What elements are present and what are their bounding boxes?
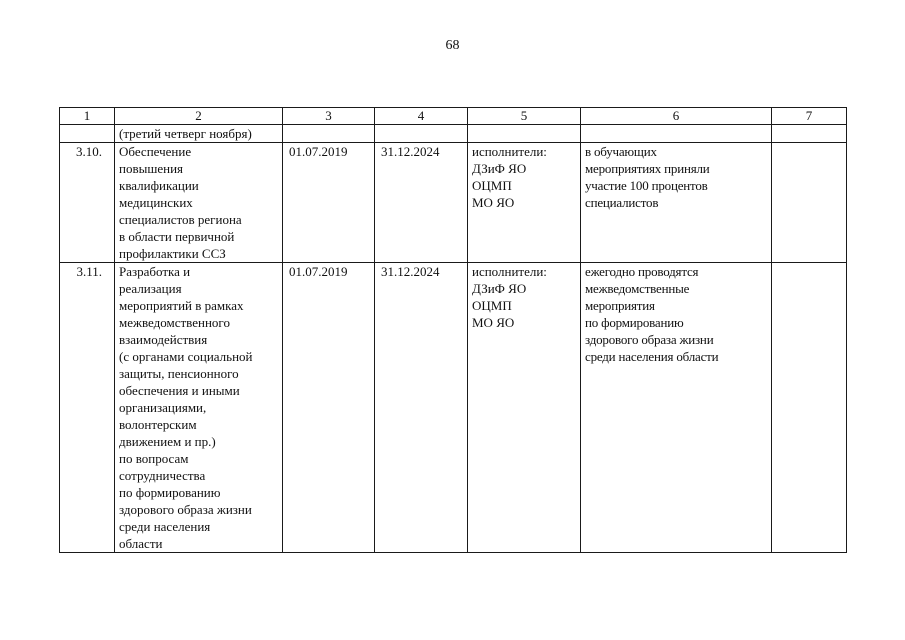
cell-line: по формированию (585, 315, 684, 330)
cell-line: мероприятиях приняли (585, 161, 710, 176)
page-number: 68 (445, 38, 460, 53)
cell-line: межведомственные (585, 281, 690, 296)
cell-line: мероприятия (585, 298, 655, 313)
cell-line: Обеспечение (119, 144, 192, 159)
cell-end-date: 31.12.2024 (375, 143, 468, 263)
cell-col7 (772, 143, 847, 263)
table-header-row (60, 108, 847, 125)
cell-executors (468, 143, 581, 263)
cell-line: организациями, (119, 400, 207, 415)
cell-end-date: 31.12.2024 (375, 263, 468, 553)
cell-result (581, 143, 772, 263)
cell-line: сотрудничества (119, 468, 206, 483)
cell-activity-name (115, 263, 283, 553)
cell-line: ежегодно проводятся (585, 264, 699, 279)
cell-line: движением и пр.) (119, 434, 216, 449)
column-number-6: 6 (581, 108, 772, 125)
table-row-continuation (60, 125, 847, 143)
column-number-1: 1 (60, 108, 115, 125)
cell-executors (468, 125, 581, 143)
column-number-3: 3 (283, 108, 375, 125)
cell-line: ДЗиФ ЯО (472, 281, 527, 296)
cell-line: МО ЯО (472, 195, 515, 210)
activities-table (59, 107, 847, 553)
cell-activity-name (115, 125, 283, 143)
cell-line: обеспечения и иными (119, 383, 240, 398)
cell-line: исполнители: (472, 264, 547, 279)
table-row (60, 263, 847, 553)
cell-line: по формированию (119, 485, 221, 500)
cell-line: защиты, пенсионного (119, 366, 239, 381)
cell-line: здорового образа жизни (585, 332, 714, 347)
cell-line: области (119, 536, 163, 551)
cell-line: взаимодействия (119, 332, 208, 347)
cell-start-date: 01.07.2019 (283, 263, 375, 553)
cell-line: специалистов (585, 195, 659, 210)
table-row (60, 143, 847, 263)
cell-line: повышения (119, 161, 184, 176)
cell-num: 3.11. (60, 263, 115, 553)
cell-start-date (283, 125, 375, 143)
cell-line: по вопросам (119, 451, 189, 466)
column-number-7: 7 (772, 108, 847, 125)
cell-line: МО ЯО (472, 315, 515, 330)
cell-line: здорового образа жизни (119, 502, 252, 517)
cell-line: участие 100 процентов (585, 178, 708, 193)
cell-line: специалистов региона (119, 212, 242, 227)
cell-line: в области первичной (119, 229, 235, 244)
cell-line: среди населения (119, 519, 211, 534)
cell-start-date: 01.07.2019 (283, 143, 375, 263)
cell-col7 (772, 263, 847, 553)
cell-line: реализация (119, 281, 182, 296)
cell-result (581, 125, 772, 143)
cell-line: ОЦМП (472, 298, 512, 313)
cell-line: исполнители: (472, 144, 547, 159)
cell-line: волонтерским (119, 417, 197, 432)
cell-line: в обучающих (585, 144, 657, 159)
cell-end-date (375, 125, 468, 143)
cell-line: ОЦМП (472, 178, 512, 193)
cell-activity-name (115, 143, 283, 263)
cell-line: ДЗиФ ЯО (472, 161, 527, 176)
column-number-5: 5 (468, 108, 581, 125)
cell-line: мероприятий в рамках (119, 298, 244, 313)
cell-line: (с органами социальной (119, 349, 253, 364)
cell-line: (третий четверг ноября) (119, 126, 252, 141)
column-number-4: 4 (375, 108, 468, 125)
cell-line: Разработка и (119, 264, 191, 279)
cell-line: квалификации (119, 178, 199, 193)
cell-num (60, 125, 115, 143)
cell-result (581, 263, 772, 553)
cell-line: межведомственного (119, 315, 230, 330)
cell-line: профилактики ССЗ (119, 246, 226, 261)
cell-col7 (772, 125, 847, 143)
column-number-2: 2 (115, 108, 283, 125)
cell-line: среди населения области (585, 349, 719, 364)
cell-line: медицинских (119, 195, 193, 210)
cell-executors (468, 263, 581, 553)
cell-num: 3.10. (60, 143, 115, 263)
